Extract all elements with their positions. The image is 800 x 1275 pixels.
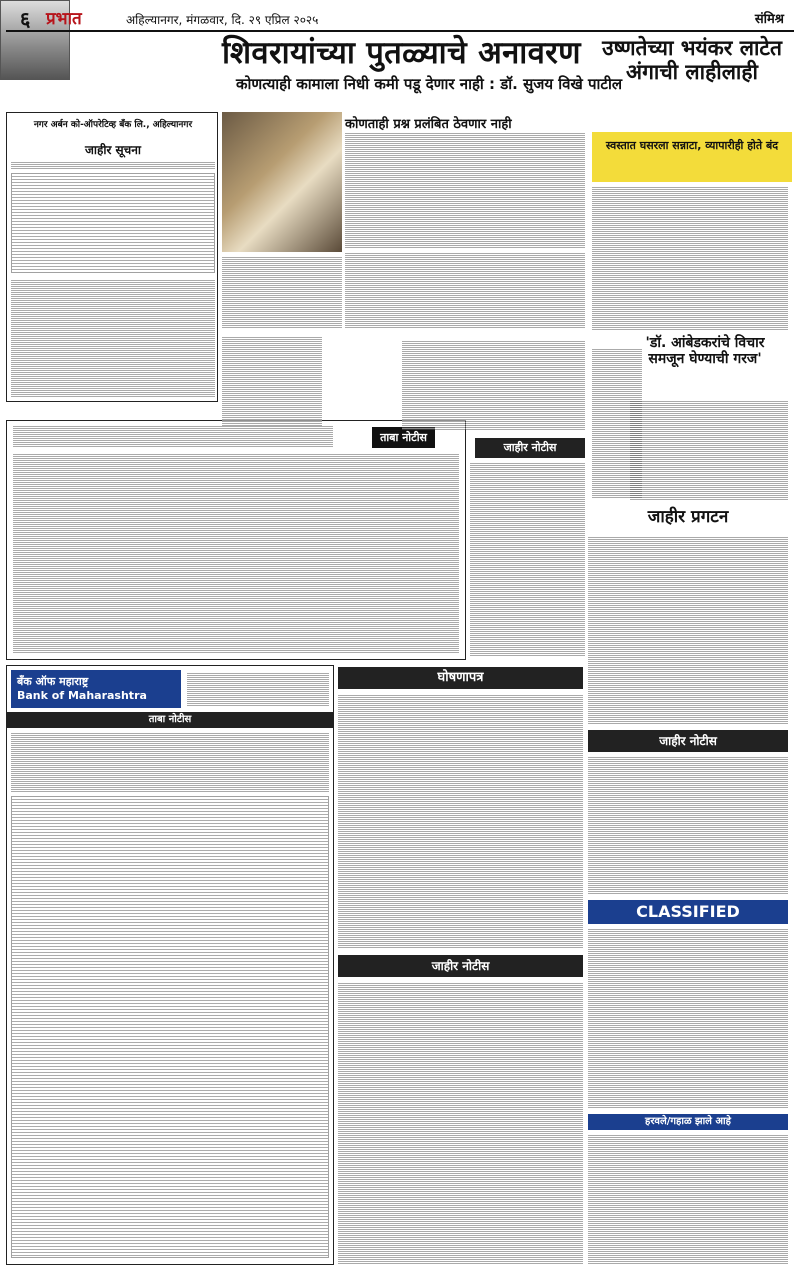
public-notice-text-3 xyxy=(588,756,788,894)
bank-address xyxy=(187,672,329,706)
bank-logo xyxy=(11,670,181,708)
declaration-heading: घोषणापत्र xyxy=(338,667,583,689)
public-notice-box xyxy=(6,112,218,402)
public-notice-heading-3: जाहीर नोटीस xyxy=(588,730,788,752)
public-notice-heading-2: जाहीर नोटीस xyxy=(338,955,583,977)
lost-notice-text xyxy=(588,1134,788,1265)
notice-table xyxy=(11,796,329,1258)
side-headline: उष्णतेच्या भयंकर लाटेत अंगाची लाहीलाही xyxy=(602,35,782,85)
public-announcement-heading: जाहीर प्रगटन xyxy=(647,507,729,527)
bank-name-english: Bank of Maharashtra xyxy=(17,689,147,702)
statue-photo xyxy=(222,112,342,252)
public-notice-text xyxy=(470,462,585,657)
notice-body-text xyxy=(11,279,215,397)
bank-header: नगर अर्बन को-ऑपरेटिव्ह बँक लि., अहिल्यानगर xyxy=(33,120,193,130)
edition-label: संमिश्र xyxy=(754,12,784,27)
notice-text-block xyxy=(11,161,215,169)
page-number: ६ xyxy=(20,7,31,31)
notice-body-text xyxy=(13,453,459,653)
bank-name-marathi: बँक ऑफ महाराष्ट्र xyxy=(17,675,89,688)
classified-ads xyxy=(588,928,788,1108)
article-heading: कोणताही प्रश्न प्रलंबित ठेवणार नाही xyxy=(345,117,512,132)
quote-article-text xyxy=(630,400,788,500)
obituary-text xyxy=(402,340,585,430)
newspaper-logo: प्रभात xyxy=(46,9,82,29)
lead-article-text xyxy=(222,256,342,328)
highlight-box: स्वस्तात घसरला सन्नाटा, व्यापारीही होते बंद xyxy=(592,132,792,182)
notice-title: जाहीर सूचना xyxy=(84,143,142,157)
possession-notice xyxy=(6,420,466,660)
dateline: अहिल्यानगर, मंगळवार, दि. २९ एप्रिल २०२५ xyxy=(126,13,319,27)
notice-strip: ताबा नोटीस xyxy=(7,712,333,728)
declaration-text xyxy=(338,694,583,949)
lead-headline: शिवरायांच्या पुतळ्याचे अनावरण xyxy=(222,35,581,71)
side-article-text xyxy=(592,186,788,330)
article-text-2 xyxy=(345,252,585,328)
quote-box: 'डॉ. आंबेडकरांचे विचार समजून घेण्याची गरज' xyxy=(645,335,765,368)
notice-header-text xyxy=(13,425,333,447)
notice-table xyxy=(11,173,215,273)
notice-intro-text xyxy=(11,732,329,792)
public-announcement-text xyxy=(588,536,788,724)
classified-heading: CLASSIFIED xyxy=(588,900,788,924)
public-notice-text-2 xyxy=(338,982,583,1265)
bom-possession-notice xyxy=(6,665,334,1265)
public-notice-heading: जाहीर नोटीस xyxy=(475,438,585,458)
masthead-bar xyxy=(6,6,794,32)
possession-notice-badge: ताबा नोटीस xyxy=(372,427,435,448)
lead-subhead: कोणत्याही कामाला निधी कमी पडू देणार नाही : डॉ. सुजय विखे पाटील xyxy=(236,75,623,93)
lost-notice-heading: हरवले/गहाळ झाले आहे xyxy=(588,1114,788,1130)
article-text xyxy=(345,132,585,248)
obituary-short xyxy=(222,336,322,426)
